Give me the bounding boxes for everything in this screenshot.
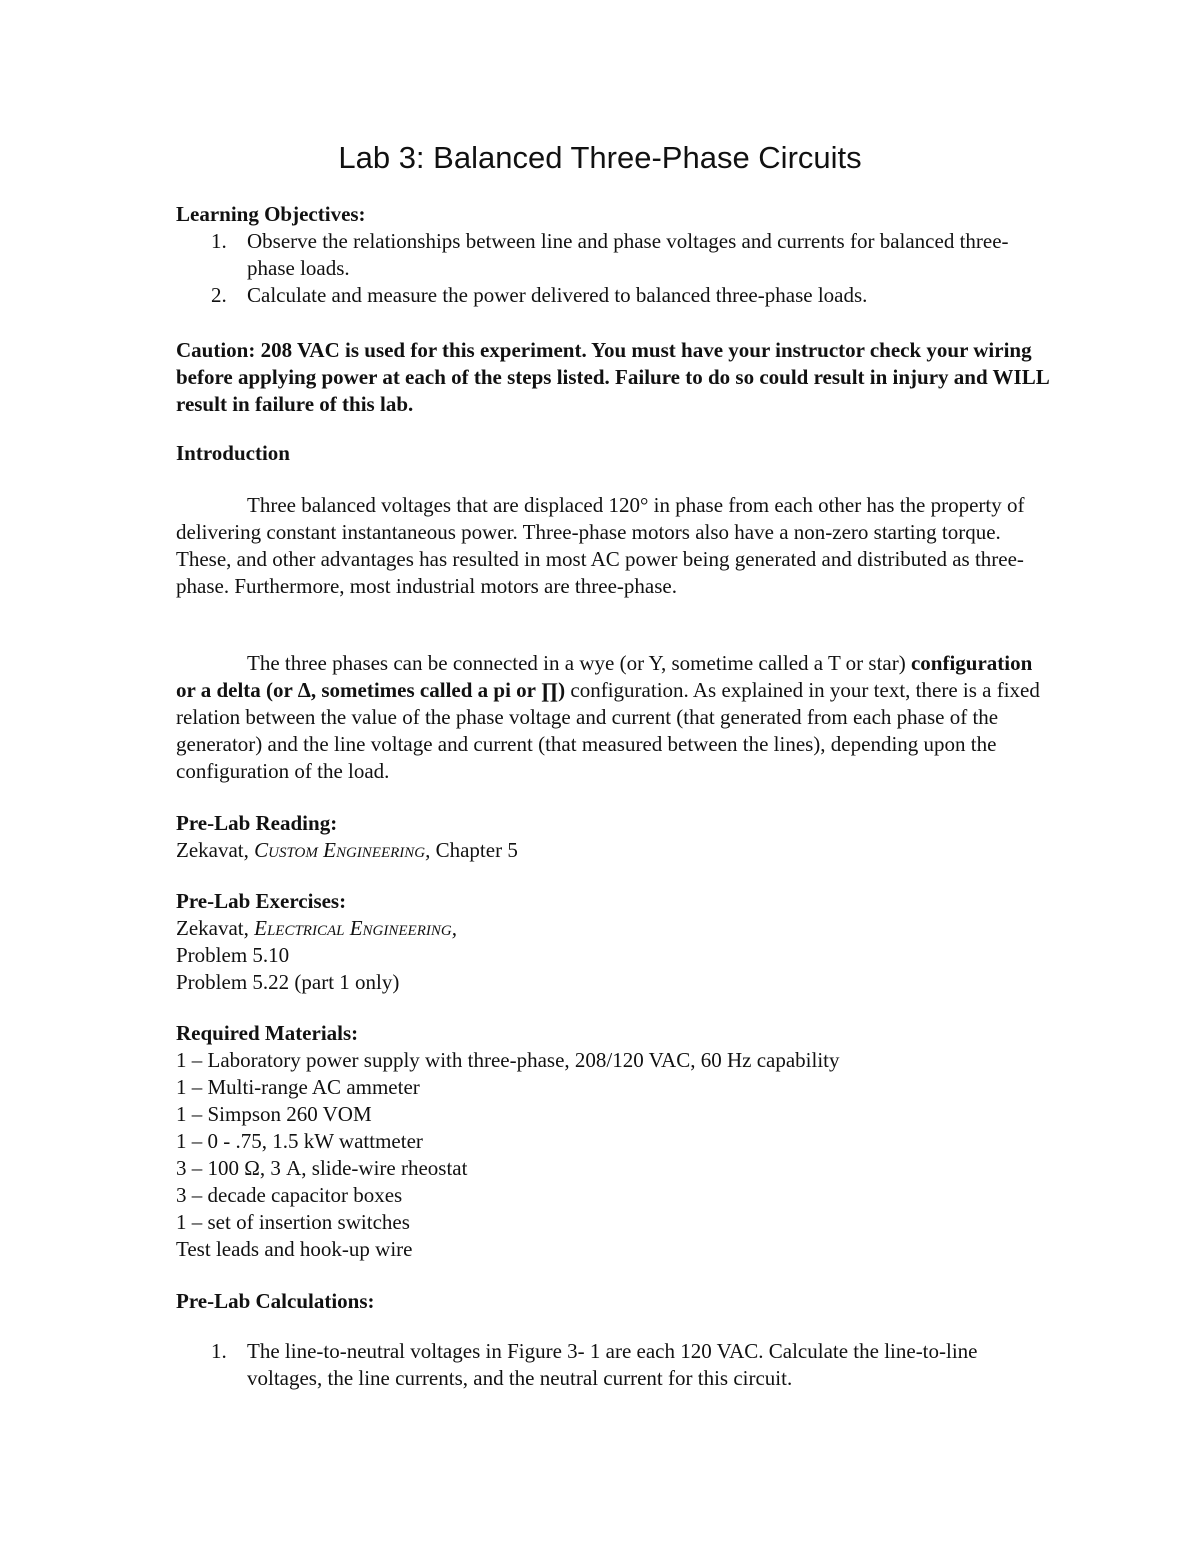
prelab-calculations-list (176, 1338, 1056, 1392)
prelab-reading-heading: Pre-Lab Reading: (176, 811, 338, 835)
prelab-calculations-section (176, 1288, 1056, 1315)
introduction-paragraph-1: Three balanced voltages that are displaced 120° in phase from each other has the property of delivering constant instantaneous power. Three-phase motors also have a non-zero starting torque. These, and other advantages has resulted in most AC power being generated and distributed as three-phase. Furthermore, most industrial motors are three-phase. (176, 493, 1025, 598)
list-item (176, 282, 1056, 309)
book-title: Electrical Engineering, (254, 916, 457, 940)
prelab-exercises-heading: Pre-Lab Exercises: (176, 889, 347, 913)
chapter: Chapter 5 (430, 838, 518, 862)
prelab-reading-section (176, 810, 1056, 864)
material-item: 1 – Simpson 260 VOM (176, 1102, 372, 1126)
problem-item: Problem 5.10 (176, 943, 290, 967)
paragraph-text: The three phases can be connected in a wye (or Y, sometime called a T or star) (247, 651, 911, 675)
list-item-text: Calculate and measure the power delivered to balanced three-phase loads. (247, 283, 868, 307)
introduction-heading: Introduction (176, 441, 290, 465)
paragraph-bold-text: configuration or a delta (or Δ, sometimes called a pi or ∏) (176, 651, 1033, 702)
material-item: 1 – set of insertion switches (176, 1210, 410, 1234)
author: Zekavat, (176, 838, 255, 862)
material-item: 3 – decade capacitor boxes (176, 1183, 403, 1207)
list-item (176, 1338, 1056, 1392)
material-item: Test leads and hook-up wire (176, 1237, 413, 1261)
book-title: Custom Engineering, (254, 838, 431, 862)
author: Zekavat, (176, 916, 255, 940)
material-item: 1 – 0 - .75, 1.5 kW wattmeter (176, 1129, 423, 1153)
prelab-exercises-reference (176, 915, 1056, 942)
prelab-calculations-heading: Pre-Lab Calculations: (176, 1289, 375, 1313)
material-item: 1 – Multi-range AC ammeter (176, 1075, 420, 1099)
list-item-text: The line-to-neutral voltages in Figure 3- 1 are each 120 VAC. Calculate the line-to-line voltages, the line currents, and the neutral current for this circuit. (247, 1339, 978, 1390)
page-title: Lab 3: Balanced Three-Phase Circuits (338, 140, 862, 175)
paragraph-text: configuration. As explained in your text, there is a fixed relation between the value of the phase voltage and current (that generated from each phase of the generator) and the line voltage and current (that measured between the lines), depending upon the configuration of the load. (176, 678, 1040, 783)
learning-objectives-section (176, 201, 1056, 309)
list-item-text: Observe the relationships between line and phase voltages and currents for balanced three-phase loads. (247, 229, 1009, 280)
caution-notice: Caution: 208 VAC is used for this experiment. You must have your instructor check your wiring before applying power at each of the steps listed. Failure to do so could result in injury and WILL result in failure of this lab. (176, 338, 1049, 416)
prelab-exercises-section (176, 888, 1056, 996)
material-item: 3 – 100 Ω, 3 A, slide-wire rheostat (176, 1156, 468, 1180)
list-number: 1. (211, 229, 227, 253)
required-materials-section (176, 1020, 1056, 1263)
required-materials-heading: Required Materials: (176, 1021, 359, 1045)
list-number: 2. (211, 283, 227, 307)
list-item (176, 228, 1056, 282)
problem-item: Problem 5.22 (part 1 only) (176, 970, 400, 994)
list-number: 1. (211, 1339, 227, 1363)
learning-objectives-heading: Learning Objectives: (176, 202, 366, 226)
introduction-paragraph-2 (176, 650, 1056, 785)
prelab-reading-reference (176, 837, 1056, 864)
introduction-section (176, 440, 1056, 467)
material-item: 1 – Laboratory power supply with three-phase, 208/120 VAC, 60 Hz capability (176, 1048, 840, 1072)
